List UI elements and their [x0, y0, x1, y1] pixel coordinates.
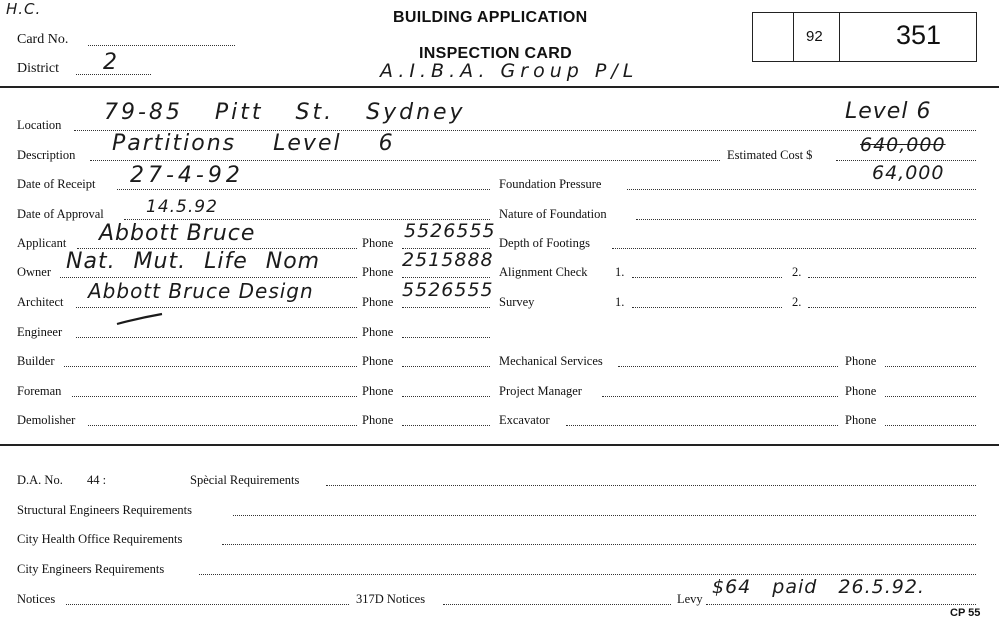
- city-health-field[interactable]: [222, 544, 976, 545]
- notices-label: Notices: [17, 592, 56, 606]
- architect-label: Architect: [17, 295, 64, 309]
- special-requirements-field[interactable]: [326, 485, 976, 486]
- applicant-phone-value: 5526555: [404, 220, 496, 242]
- owner-phone-label: Phone: [362, 265, 394, 279]
- project-manager-phone-label: Phone: [845, 384, 877, 398]
- card-number-box: [752, 12, 977, 62]
- builder-phone-label: Phone: [362, 354, 394, 368]
- estimated-cost-field[interactable]: [836, 160, 976, 161]
- builder-label: Builder: [17, 354, 55, 368]
- demolisher-phone-field[interactable]: [402, 425, 490, 426]
- alignment-check-1-label: 1.: [615, 265, 625, 279]
- foundation-pressure-label: Foundation Pressure: [499, 177, 602, 191]
- engineer-field[interactable]: [76, 337, 357, 338]
- project-manager-phone-field[interactable]: [885, 396, 976, 397]
- date-of-approval-value: 14.5.92: [146, 197, 218, 217]
- district-value: 2: [103, 50, 118, 75]
- mechanical-services-phone-label: Phone: [845, 354, 877, 368]
- year-box: 92: [806, 28, 823, 45]
- district-label: District: [17, 61, 59, 76]
- header-divider: [0, 86, 999, 88]
- demolisher-phone-label: Phone: [362, 413, 394, 427]
- card-number: 351: [896, 20, 942, 50]
- owner-label: Owner: [17, 265, 52, 279]
- notices-317d-field[interactable]: [443, 604, 671, 605]
- da-no-label: D.A. No.: [17, 473, 63, 487]
- handwritten-tick-mark: [115, 312, 165, 326]
- excavator-phone-field[interactable]: [885, 425, 976, 426]
- structural-engineers-field[interactable]: [233, 515, 976, 516]
- foreman-field[interactable]: [72, 396, 357, 397]
- notices-317d-label: 317D Notices: [356, 592, 426, 606]
- survey-2-field[interactable]: [808, 307, 976, 308]
- project-manager-field[interactable]: [602, 396, 838, 397]
- requirements-divider: [0, 444, 999, 446]
- alignment-check-2-label: 2.: [792, 265, 802, 279]
- city-engineers-field[interactable]: [199, 574, 976, 575]
- corner-note: H.C.: [6, 0, 42, 18]
- card-no-label: Card No.: [17, 32, 69, 47]
- applicant-value: Abbott Bruce: [99, 221, 256, 246]
- survey-1-label: 1.: [615, 295, 625, 309]
- survey-2-label: 2.: [792, 295, 802, 309]
- description-field[interactable]: [90, 160, 720, 161]
- special-requirements-label: Spècial Requirements: [190, 473, 300, 487]
- levy-label: Levy: [677, 592, 703, 606]
- foreman-phone-label: Phone: [362, 384, 394, 398]
- card-no-field[interactable]: [88, 45, 235, 46]
- alignment-check-2-field[interactable]: [808, 277, 976, 278]
- owner-phone-field[interactable]: [402, 277, 490, 278]
- form-subtitle: INSPECTION CARD: [419, 45, 572, 62]
- nature-of-foundation-field[interactable]: [636, 219, 976, 220]
- date-of-approval-label: Date of Approval: [17, 207, 104, 221]
- nature-of-foundation-label: Nature of Foundation: [499, 207, 607, 221]
- alignment-check-1-field[interactable]: [632, 277, 782, 278]
- city-engineers-label: City Engineers Requirements: [17, 562, 165, 576]
- location-label: Location: [17, 118, 62, 132]
- foundation-pressure-field[interactable]: [627, 189, 976, 190]
- owner-field[interactable]: [60, 277, 357, 278]
- city-health-label: City Health Office Requirements: [17, 532, 183, 546]
- architect-value: Abbott Bruce Design: [88, 279, 314, 303]
- owner-phone-value: 2515888: [402, 249, 494, 271]
- excavator-field[interactable]: [566, 425, 838, 426]
- engineer-phone-label: Phone: [362, 325, 394, 339]
- notices-field[interactable]: [66, 604, 349, 605]
- form-title: BUILDING APPLICATION: [393, 9, 588, 26]
- mechanical-services-label: Mechanical Services: [499, 354, 603, 368]
- engineer-phone-field[interactable]: [402, 337, 490, 338]
- builder-field[interactable]: [64, 366, 357, 367]
- applicant-label: Applicant: [17, 236, 67, 250]
- description-label: Description: [17, 148, 76, 162]
- demolisher-field[interactable]: [88, 425, 357, 426]
- owner-value: Nat. Mut. Life Nom: [66, 249, 321, 274]
- structural-engineers-label: Structural Engineers Requirements: [17, 503, 192, 517]
- survey-1-field[interactable]: [632, 307, 782, 308]
- date-of-receipt-value: 27-4-92: [130, 163, 244, 188]
- location-value: 79-85 Pitt St. Sydney: [104, 100, 466, 125]
- date-of-receipt-field[interactable]: [117, 189, 490, 190]
- depth-of-footings-field[interactable]: [612, 248, 976, 249]
- location-level: Level 6: [845, 99, 932, 124]
- architect-field[interactable]: [76, 307, 357, 308]
- estimated-cost-label: Estimated Cost $: [727, 148, 813, 162]
- engineer-label: Engineer: [17, 325, 63, 339]
- builder-group-value: A.I.B.A. Group P/L: [380, 60, 639, 82]
- estimated-cost-value: 64,000: [872, 162, 945, 184]
- demolisher-label: Demolisher: [17, 413, 76, 427]
- form-code: CP 55: [950, 607, 981, 619]
- project-manager-label: Project Manager: [499, 384, 582, 398]
- estimated-cost-struck: 640,000: [860, 134, 946, 156]
- builder-phone-field[interactable]: [402, 366, 490, 367]
- architect-phone-value: 5526555: [402, 279, 494, 301]
- excavator-label: Excavator: [499, 413, 550, 427]
- mechanical-services-field[interactable]: [618, 366, 838, 367]
- excavator-phone-label: Phone: [845, 413, 877, 427]
- description-value: Partitions Level 6: [112, 131, 395, 156]
- levy-value: $64 paid 26.5.92.: [712, 576, 925, 598]
- alignment-check-label: Alignment Check: [499, 265, 588, 279]
- mechanical-services-phone-field[interactable]: [885, 366, 976, 367]
- levy-field[interactable]: [706, 604, 976, 605]
- foreman-label: Foreman: [17, 384, 62, 398]
- architect-phone-label: Phone: [362, 295, 394, 309]
- depth-of-footings-label: Depth of Footings: [499, 236, 590, 250]
- da-no-value: 44 :: [87, 473, 107, 487]
- applicant-phone-label: Phone: [362, 236, 394, 250]
- date-of-receipt-label: Date of Receipt: [17, 177, 96, 191]
- architect-phone-field[interactable]: [402, 307, 490, 308]
- survey-label: Survey: [499, 295, 535, 309]
- foreman-phone-field[interactable]: [402, 396, 490, 397]
